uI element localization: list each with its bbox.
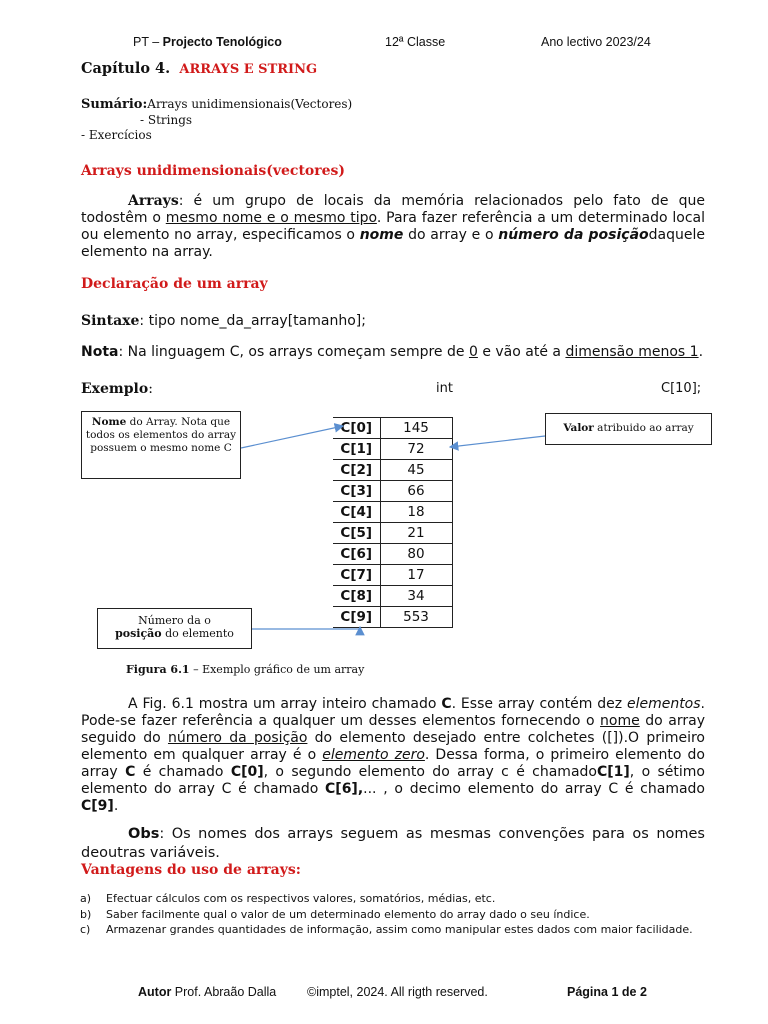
footer-page-number: Página 1 de 2 (567, 985, 647, 999)
array-value-cell: 66 (380, 481, 452, 502)
advantage-item (80, 907, 705, 923)
summary-item-strings: - Strings (140, 113, 193, 127)
array-value-cell: 21 (380, 523, 452, 544)
advantage-text: Efectuar cálculos com os respectivos valores, somatórios, médias, etc. (106, 892, 496, 905)
figure-name-box: Nome do Array. Nota que todos os elementos do array possuem o mesmo nome C (81, 411, 241, 479)
chapter-title: Capítulo 4. ARRAYS E STRING (81, 60, 318, 77)
advantage-marker: a) (80, 892, 92, 905)
array-index-label: C[1] (333, 439, 380, 460)
section-heading-arrays: Arrays unidimensionais(vectores) (81, 163, 346, 179)
header-course: PT – Projecto Tenológico (133, 35, 282, 49)
summary-line: Sumário:Arrays unidimensionais(Vectores) (81, 97, 353, 112)
array-index-label: C[4] (333, 502, 380, 523)
example-type: int (436, 381, 453, 396)
footer-author: Autor Prof. Abraão Dalla (138, 985, 277, 999)
array-value-cell: 80 (380, 544, 452, 565)
array-value-cell: 553 (380, 607, 452, 628)
advantage-text: Armazenar grandes quantidades de informação, assim como manipular estes dados com maior facilidade. (106, 923, 693, 936)
figure-caption: Figura 6.1 – Exemplo gráfico de um array (126, 663, 365, 676)
advantage-marker: b) (80, 907, 92, 921)
arrow-name-to-c0 (241, 426, 343, 448)
array-index-label: C[3] (333, 481, 380, 502)
array-index-label: C[2] (333, 460, 380, 481)
array-index-label: C[0] (333, 418, 380, 439)
array-index-label: C[9] (333, 607, 380, 628)
array-value-cell: 18 (380, 502, 452, 523)
example-declaration: C[10]; (661, 381, 702, 396)
example-label: Exemplo: (81, 381, 153, 397)
advantage-item (80, 891, 705, 907)
figure-explanation-paragraph: A Fig. 6.1 mostra um array inteiro chamado C. Esse array contém dez elementos. Pode-se fazer referência a qualquer um desses elementos fornecendo o nome do array seguido do número da posição do elemento desejado entre colchetes ([]).O primeiro elemento em qualquer array é o elemento zero. Dessa forma, o primeiro elemento do array C é chamado C[0], o segundo elemento do array c é chamadoC[1], o sétimo elemento do array C é chamado C[6],... , o decimo elemento do array C é chamado C[9]. (81, 696, 706, 814)
summary-item-exercises: - Exercícios (81, 128, 152, 142)
obs-paragraph: Obs: Os nomes dos arrays seguem as mesmas convenções para os nomes deoutras variáveis. (81, 826, 705, 861)
arrow-value-to-c1 (450, 436, 545, 447)
advantages-list (80, 891, 705, 938)
array-index-label: C[8] (333, 586, 380, 607)
array-value-cell: 34 (380, 586, 452, 607)
syntax-line: Sintaxe: tipo nome_da_array[tamanho]; (81, 313, 366, 329)
section-heading-advantages: Vantagens do uso de arrays: (81, 862, 301, 878)
section-heading-declaration: Declaração de um array (81, 276, 268, 292)
header-year: Ano lectivo 2023/24 (541, 35, 651, 49)
advantage-text: Saber facilmente qual o valor de um determinado elemento do array dado o seu índice. (106, 907, 590, 921)
array-value-cell: 72 (380, 439, 452, 460)
figure-position-box: Número da o posição do elemento (97, 608, 252, 649)
figure-value-box: Valor atribuido ao array (545, 413, 712, 445)
array-index-label: C[6] (333, 544, 380, 565)
array-index-label: C[7] (333, 565, 380, 586)
advantage-marker: c) (80, 923, 91, 936)
array-index-label: C[5] (333, 523, 380, 544)
advantage-item (80, 922, 705, 938)
footer-copyright: ©imptel, 2024. All rigth reserved. (307, 985, 488, 999)
arrays-definition-paragraph: Arrays: é um grupo de locais da memória relacionados pelo fato de que todostêm o mesmo nome e o mesmo tipo. Para fazer referência a um determinado local ou elemento no array, especificamos o nome do array e o número da posiçãodaquele elemento na array. (81, 193, 706, 260)
note-line: Nota: Na linguagem C, os arrays começam sempre de 0 e vão até a dimensão menos 1. (81, 344, 704, 360)
array-value-cell: 45 (380, 460, 452, 481)
array-value-cell: 17 (380, 565, 452, 586)
array-value-cell: 145 (380, 418, 452, 439)
header-class: 12ª Classe (385, 35, 446, 49)
